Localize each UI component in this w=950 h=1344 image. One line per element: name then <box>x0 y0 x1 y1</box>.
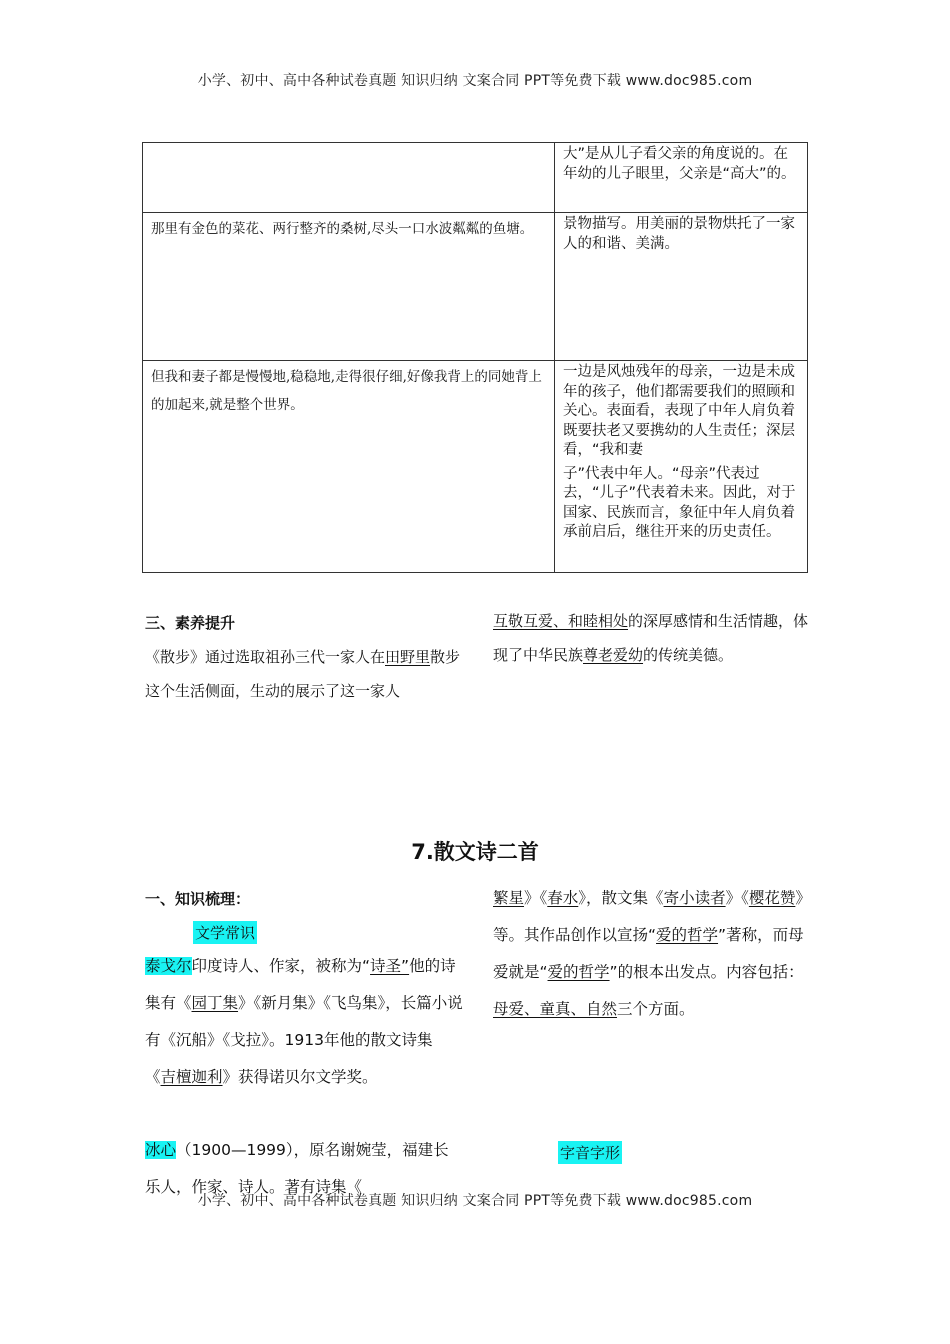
underlined-term: 繁星 <box>493 889 525 907</box>
body-text: 》《 <box>524 889 548 907</box>
author-name-highlight: 泰戈尔 <box>145 957 192 975</box>
body-text: 印度诗人、作家，被称为“ <box>191 957 371 975</box>
underlined-term: 园丁集 <box>191 994 239 1012</box>
underlined-term: 樱花赞 <box>748 889 796 907</box>
body-text: 》获得诺贝尔文学奖。 <box>222 1068 378 1086</box>
table-cell-text: 那里有金色的菜花、两行整齐的桑树,尽头一口水波粼粼的鱼塘。 <box>143 213 555 361</box>
analysis-part-b: 子”代表中年人。“母亲”代表过去，“儿子”代表着未来。因此，对于国家、民族而言，象征中年人肩负着承前启后，继往开来的历史责任。 <box>563 465 796 540</box>
underlined-term: 互敬互爱、和睦相处 <box>493 612 629 630</box>
chapter-title: 7.散文诗二首 <box>411 840 539 864</box>
section-title-literacy: 三、素养提升 <box>145 614 236 632</box>
section-title-knowledge: 一、知识梳理： <box>145 890 251 908</box>
underlined-term: 爱的哲学 <box>547 963 610 981</box>
label-literary-knowledge: 文学常识 <box>193 921 257 944</box>
underlined-term: 尊老爱幼 <box>583 646 644 664</box>
literacy-text: 的传统美德。 <box>643 646 734 664</box>
body-text: 》《新月集》《飞鸟集》，长篇小说有《沉船》《戈拉》。1913年他的散文诗集《 <box>145 994 463 1086</box>
underlined-term: 爱的哲学 <box>656 926 719 944</box>
underlined-term: 吉檀迦利 <box>160 1068 223 1086</box>
table-row <box>143 143 808 213</box>
table-cell-analysis: 景物描写。用美丽的景物烘托了一家人的和谐、美满。 <box>555 213 808 361</box>
underlined-term: 母爱、童真、自然 <box>493 1000 618 1018</box>
analysis-part-a: 一边是风烛残年的母亲，一边是未成年的孩子，他们都需要我们的照顾和关心。表面看，表现了中年人肩负着既要扶老又要携幼的人生责任；深层看，“我和妻 <box>563 364 795 458</box>
underlined-term: 春水 <box>547 889 579 907</box>
table-row <box>143 213 808 361</box>
bingxin-paragraph-start <box>145 1132 463 1196</box>
body-text: 》，散文集《 <box>578 889 664 907</box>
table-cell-analysis <box>555 361 808 573</box>
body-text: 三个方面。 <box>617 1000 695 1018</box>
body-text: ”著称，而母爱就是“ <box>493 926 804 981</box>
body-text: （1900—1999），原名谢婉莹，福建长乐人，作家、诗人。著有诗集《 <box>145 1141 449 1196</box>
underlined-term: 寄小读者 <box>663 889 726 907</box>
label-pronunciation: 字音字形 <box>558 1141 622 1164</box>
page-footer: 小学、初中、高中各种试卷真题 知识归纳 文案合同 PPT等免费下载 www.doc985.com <box>197 1193 753 1209</box>
underlined-term: 田野里 <box>385 648 431 666</box>
underlined-term: 诗圣” <box>370 957 410 975</box>
body-text: 》《 <box>725 889 749 907</box>
table-row <box>143 361 808 573</box>
author-name-highlight: 冰心 <box>145 1141 177 1159</box>
literacy-paragraph-left <box>145 640 463 708</box>
analysis-table <box>142 142 808 573</box>
table-cell-text: 但我和妻子都是慢慢地,稳稳地,走得很仔细,好像我背上的同她背上的加起来,就是整个世界。 <box>143 361 555 573</box>
tagore-paragraph <box>145 948 463 1096</box>
literacy-paragraph-right <box>493 604 811 672</box>
body-text: ”的根本出发点。内容包括： <box>609 963 804 981</box>
literacy-text: 散步这个生活侧面，生动的展示了这一家人 <box>145 648 461 700</box>
bingxin-paragraph-cont <box>493 880 811 1028</box>
table-cell-analysis: 大”是从儿子看父亲的角度说的。在年幼的儿子眼里，父亲是“高大”的。 <box>555 143 808 213</box>
literacy-text: 的深厚感情和生活情趣，体现了中华民族 <box>493 612 809 664</box>
page-header: 小学、初中、高中各种试卷真题 知识归纳 文案合同 PPT等免费下载 www.doc985.com <box>197 73 753 89</box>
table-cell-text <box>143 143 555 213</box>
body-text: 他的诗集有《 <box>145 957 456 1012</box>
literacy-text: 《散步》通过选取祖孙三代一家人在 <box>145 648 386 666</box>
body-text: 》等。其作品创作以宣扬“ <box>493 889 811 944</box>
